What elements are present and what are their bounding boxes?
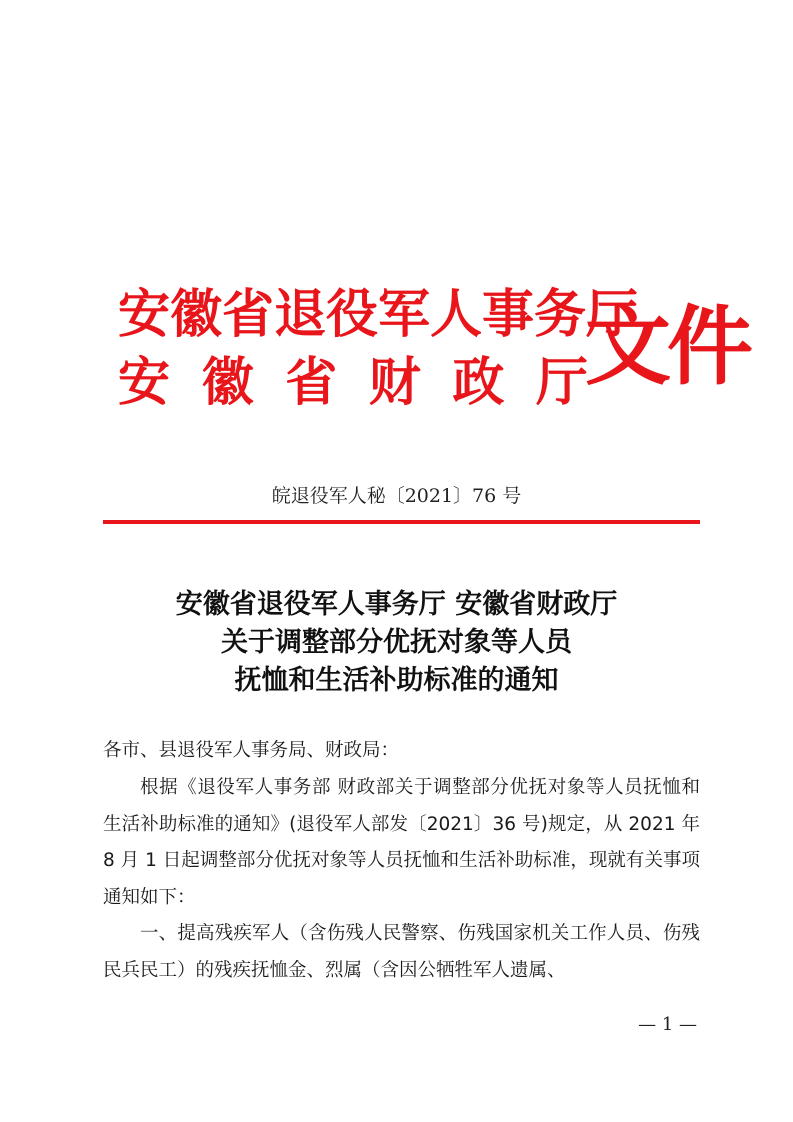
- issuer-name-finance: [118, 353, 588, 413]
- document-title-line-2: 关于调整部分优抚对象等人员: [221, 627, 572, 658]
- issuer-char: 政: [452, 353, 505, 413]
- addressee: 各市、县退役军人事务局、财政局：: [103, 740, 400, 761]
- document-number: 皖退役军人秘〔2021〕76 号: [271, 485, 522, 507]
- red-divider: [103, 520, 700, 524]
- file-label: 文件: [585, 297, 749, 397]
- issuer-char: 省: [285, 353, 338, 413]
- document-title-line-1: 安徽省退役军人事务厅 安徽省财政厅: [175, 589, 618, 620]
- issuer-name-veterans-affairs: 安徽省退役军人事务厅: [118, 285, 639, 345]
- issuer-char: 财: [368, 353, 421, 413]
- issuer-char: 安: [118, 353, 171, 413]
- body-paragraph-2: 一、提高残疾军人（含伤残人民警察、伤残国家机关工作人员、伤残民兵民工）的残疾抚恤金、烈属（含因公牺牲军人遗属、: [103, 923, 700, 981]
- issuer-char: 徽: [201, 353, 254, 413]
- page-number: — 1 —: [638, 1014, 697, 1035]
- issuer-char: 厅: [535, 353, 588, 413]
- body-paragraph-1: 根据《退役军人事务部 财政部关于调整部分优抚对象等人员抚恤和生活补助标准的通知》(退役军人部发〔2021〕36 号)规定，从 2021 年 8 月 1 日起调整部分优抚对象等人员抚恤和生活补助标准，现就有关事项通知如下：: [103, 777, 700, 908]
- document-title-line-3: 抚恤和生活补助标准的通知: [234, 665, 559, 696]
